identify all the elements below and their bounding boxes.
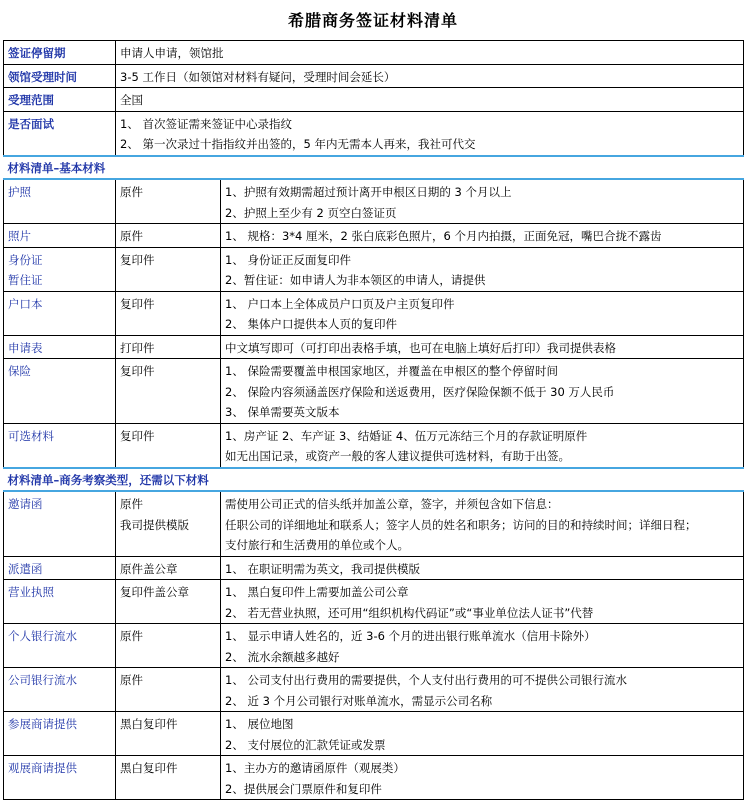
material-name (4, 179, 116, 224)
material-row (4, 359, 744, 424)
material-row (4, 179, 744, 224)
material-name (4, 224, 116, 248)
material-details-line: 2、 集体户口提供本人页的复印件 (225, 317, 397, 331)
material-name-line: 照片 (8, 229, 31, 243)
material-details (221, 580, 744, 624)
material-name (4, 580, 116, 624)
material-details-line: 1、 在职证明需为英文，我司提供模版 (225, 561, 420, 576)
material-name-line: 申请表 (8, 340, 43, 355)
material-type-line: 复印件 (120, 252, 155, 267)
material-details-line: 1、 公司支付出行费用的需要提供，个人支付出行费用的可不提供公司银行流水 (225, 673, 627, 687)
material-details-line: 1、护照有效期需超过预计离开申根区日期的 3 个月以上 (225, 185, 512, 199)
material-details (221, 491, 744, 556)
material-details (221, 712, 744, 756)
material-details-line: 1、 规格：3*4 厘米，2 张白底彩色照片，6 个月内拍摄，正面免冠，嘴巴合拢不露齿 (225, 229, 662, 243)
material-details-line: 2、 保险内容须涵盖医疗保险和送返费用，医疗保险保额不低于 30 万人民币 (225, 384, 615, 399)
material-row (4, 247, 744, 291)
material-type (116, 556, 221, 580)
material-details-line: 1、 显示申请人姓名的，近 3-6 个月的进出银行账单流水（信用卡除外） (225, 629, 596, 643)
material-name-line: 身份证 (8, 252, 43, 267)
material-details (221, 247, 744, 291)
material-details-line: 1、 户口本上全体成员户口页及户主页复印件 (225, 296, 455, 311)
material-type-line: 复印件 (120, 428, 155, 443)
material-type (116, 247, 221, 291)
section-basic-materials (4, 156, 744, 180)
material-details (221, 359, 744, 424)
material-type-line: 复印件 (120, 364, 155, 378)
material-details (221, 668, 744, 712)
material-row (4, 335, 744, 359)
material-name-line: 营业执照 (8, 585, 54, 599)
material-name-line: 公司银行流水 (8, 673, 77, 687)
section-business-materials-title: 材料清单–商务考察类型，还需以下材料 (4, 468, 744, 492)
material-name-line: 护照 (8, 185, 31, 199)
info-row (4, 64, 744, 88)
material-details (221, 556, 744, 580)
material-details (221, 335, 744, 359)
material-name (4, 556, 116, 580)
info-value (116, 41, 744, 65)
material-name-line: 可选材料 (8, 428, 54, 443)
material-type (116, 224, 221, 248)
info-row (4, 111, 744, 156)
material-name (4, 423, 116, 468)
material-name (4, 291, 116, 335)
material-type-line: 黑白复印件 (120, 761, 178, 775)
material-type-line: 我司提供模版 (120, 517, 189, 532)
info-label: 是否面试 (4, 111, 116, 156)
material-details-line: 1、主办方的邀请函原件（观展类） (225, 761, 405, 775)
material-row (4, 423, 744, 468)
material-details-line: 3、 保单需要英文版本 (225, 405, 340, 419)
material-type-line: 原件 (120, 497, 143, 511)
checklist-table (3, 40, 744, 800)
material-details-line: 1、 身份证正反面复印件 (225, 252, 351, 267)
material-row (4, 291, 744, 335)
material-type (116, 179, 221, 224)
info-value-line: 1、 首次签证需来签证中心录指纹 (120, 116, 292, 131)
section-business-materials (4, 468, 744, 492)
material-row (4, 556, 744, 580)
material-name-line: 参展商请提供 (8, 717, 77, 731)
material-name-line: 保险 (8, 364, 31, 378)
info-value-line: 申请人申请，领馆批 (120, 46, 224, 60)
info-label: 领馆受理时间 (4, 64, 116, 88)
material-row (4, 712, 744, 756)
material-details-line: 1、 保险需要覆盖申根国家地区，并覆盖在申根区的整个停留时间 (225, 364, 558, 378)
material-name (4, 756, 116, 800)
material-details-line: 2、护照上至少有 2 页空白签证页 (225, 205, 397, 220)
material-details (221, 756, 744, 800)
document-title: 希腊商务签证材料清单 (287, 11, 458, 30)
material-type (116, 359, 221, 424)
material-type-line: 复印件 (120, 296, 155, 311)
material-name (4, 359, 116, 424)
material-name-line: 邀请函 (8, 497, 43, 511)
material-type (116, 423, 221, 468)
material-type-line: 原件 (120, 229, 143, 243)
material-type (116, 291, 221, 335)
material-row (4, 580, 744, 624)
material-details-line: 如无出国记录，或资产一般的客人建议提供可选材料，有助于出签。 (225, 449, 570, 463)
material-row (4, 491, 744, 556)
material-type (116, 491, 221, 556)
material-details-line: 2、 近 3 个月公司银行对账单流水，需显示公司名称 (225, 693, 493, 708)
material-type-line: 原件 (120, 185, 143, 199)
material-type-line: 原件 (120, 629, 143, 643)
info-label: 签证停留期 (4, 41, 116, 65)
info-value (116, 111, 744, 156)
visa-checklist (3, 40, 743, 800)
material-name (4, 491, 116, 556)
material-type (116, 624, 221, 668)
material-details (221, 179, 744, 224)
info-row (4, 41, 744, 65)
material-details-line: 2、暂住证：如申请人为非本领区的申请人，请提供 (225, 273, 486, 287)
material-name-line: 观展商请提供 (8, 761, 77, 775)
material-details-line: 中文填写即可（可打印出表格手填，也可在电脑上填好后打印）我司提供表格 (225, 340, 616, 355)
material-details-line: 支付旅行和生活费用的单位或个人。 (225, 538, 409, 552)
material-name-line: 户口本 (8, 296, 43, 311)
material-type (116, 756, 221, 800)
material-name (4, 624, 116, 668)
material-name-line: 派遣函 (8, 561, 43, 576)
material-row (4, 624, 744, 668)
info-value (116, 88, 744, 112)
material-details-line: 2、提供展会门票原件和复印件 (225, 781, 382, 796)
material-name-line: 个人银行流水 (8, 629, 77, 643)
material-details-line: 1、房产证 2、车产证 3、结婚证 4、伍万元冻结三个月的存款证明原件 (225, 428, 588, 443)
material-details-line: 需使用公司正式的信头纸并加盖公章，签字，并须包含如下信息： (225, 497, 559, 511)
material-type-line: 打印件 (120, 340, 155, 355)
material-name (4, 335, 116, 359)
section-basic-materials-title: 材料清单–基本材料 (4, 156, 744, 180)
material-details (221, 224, 744, 248)
info-value-line: 全国 (120, 93, 143, 107)
material-details-line: 1、 展位地图 (225, 717, 294, 731)
info-value (116, 64, 744, 88)
info-value-line: 2、 第一次录过十指指纹并出签的，5 年内无需本人再来，我社可代交 (120, 137, 476, 151)
info-label: 受理范围 (4, 88, 116, 112)
material-type-line: 原件盖公章 (120, 561, 178, 576)
material-type (116, 668, 221, 712)
material-row (4, 224, 744, 248)
material-details-line: 任职公司的详细地址和联系人；签字人员的姓名和职务；访问的目的和持续时间；详细日程； (225, 517, 697, 532)
material-name (4, 247, 116, 291)
material-row (4, 668, 744, 712)
material-details-line: 1、 黑白复印件上需要加盖公司公章 (225, 585, 409, 599)
material-type-line: 复印件盖公章 (120, 585, 189, 599)
info-value-line: 3-5 工作日（如领馆对材料有疑问，受理时间会延长） (120, 69, 396, 84)
material-type-line: 原件 (120, 673, 143, 687)
material-name (4, 712, 116, 756)
material-row (4, 756, 744, 800)
material-details (221, 624, 744, 668)
material-type-line: 黑白复印件 (120, 717, 178, 731)
material-details-line: 2、 若无营业执照，还可用“组织机构代码证”或“事业单位法人证书”代替 (225, 605, 594, 620)
material-name-line: 暂住证 (8, 273, 43, 287)
material-type (116, 335, 221, 359)
material-name (4, 668, 116, 712)
material-details (221, 423, 744, 468)
material-type (116, 580, 221, 624)
info-row (4, 88, 744, 112)
material-details-line: 2、 支付展位的汇款凭证或发票 (225, 737, 386, 752)
material-type (116, 712, 221, 756)
material-details-line: 2、 流水余额越多越好 (225, 649, 340, 664)
material-details (221, 291, 744, 335)
